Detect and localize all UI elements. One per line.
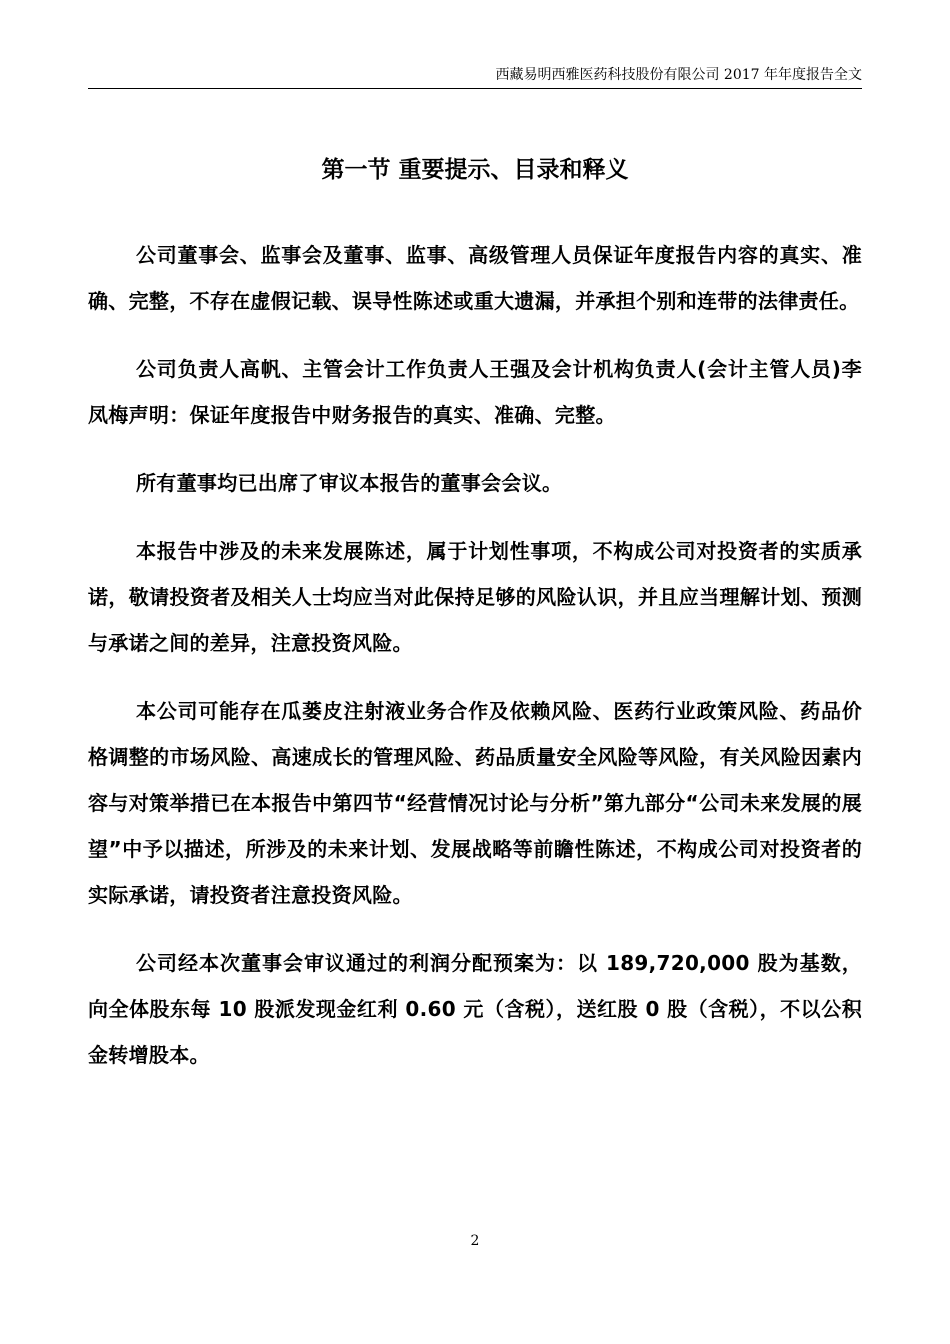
header-title: 西藏易明西雅医药科技股份有限公司 2017 年年度报告全文 [495, 67, 862, 83]
paragraph-board-attendance: 所有董事均已出席了审议本报告的董事会会议。 [136, 471, 563, 495]
paragraph-forward-looking: 本报告中涉及的未来发展陈述，属于计划性事项，不构成公司对投资者的实质承诺，敬请投资者及相关人士均应当对此保持足够的风险认识，并且应当理解计划、预测与承诺之间的差异，注意投资风险。 [88, 539, 862, 655]
page-header [88, 66, 862, 89]
paragraph-responsibility-statement: 公司董事会、监事会及董事、监事、高级管理人员保证年度报告内容的真实、准确、完整，不存在虚假记载、误导性陈述或重大遗漏，并承担个别和连带的法律责任。 [88, 243, 862, 313]
section-title: 第一节 重要提示、目录和释义 [321, 157, 629, 183]
document-body [88, 232, 862, 1100]
paragraph-financial-declaration: 公司负责人高帆、主管会计工作负责人王强及会计机构负责人(会计主管人员)李凤梅声明：保证年度报告中财务报告的真实、准确、完整。 [88, 357, 862, 427]
paragraph-profit-distribution: 公司经本次董事会审议通过的利润分配预案为：以 189,720,000 股为基数，向全体股东每 10 股派发现金红利 0.60 元（含税），送红股 0 股（含税），不以公积金转增股本。 [88, 951, 862, 1067]
page-number: 2 [470, 1233, 480, 1249]
paragraph-risk-factors: 本公司可能存在瓜蒌皮注射液业务合作及依赖风险、医药行业政策风险、药品价格调整的市场风险、高速成长的管理风险、药品质量安全风险等风险，有关风险因素内容与对策举措已在本报告中第四节“经营情况讨论与分析”第九部分“公司未来发展的展望”中予以描述，所涉及的未来计划、发展战略等前瞻性陈述，不构成公司对投资者的实际承诺，请投资者注意投资风险。 [88, 699, 862, 907]
